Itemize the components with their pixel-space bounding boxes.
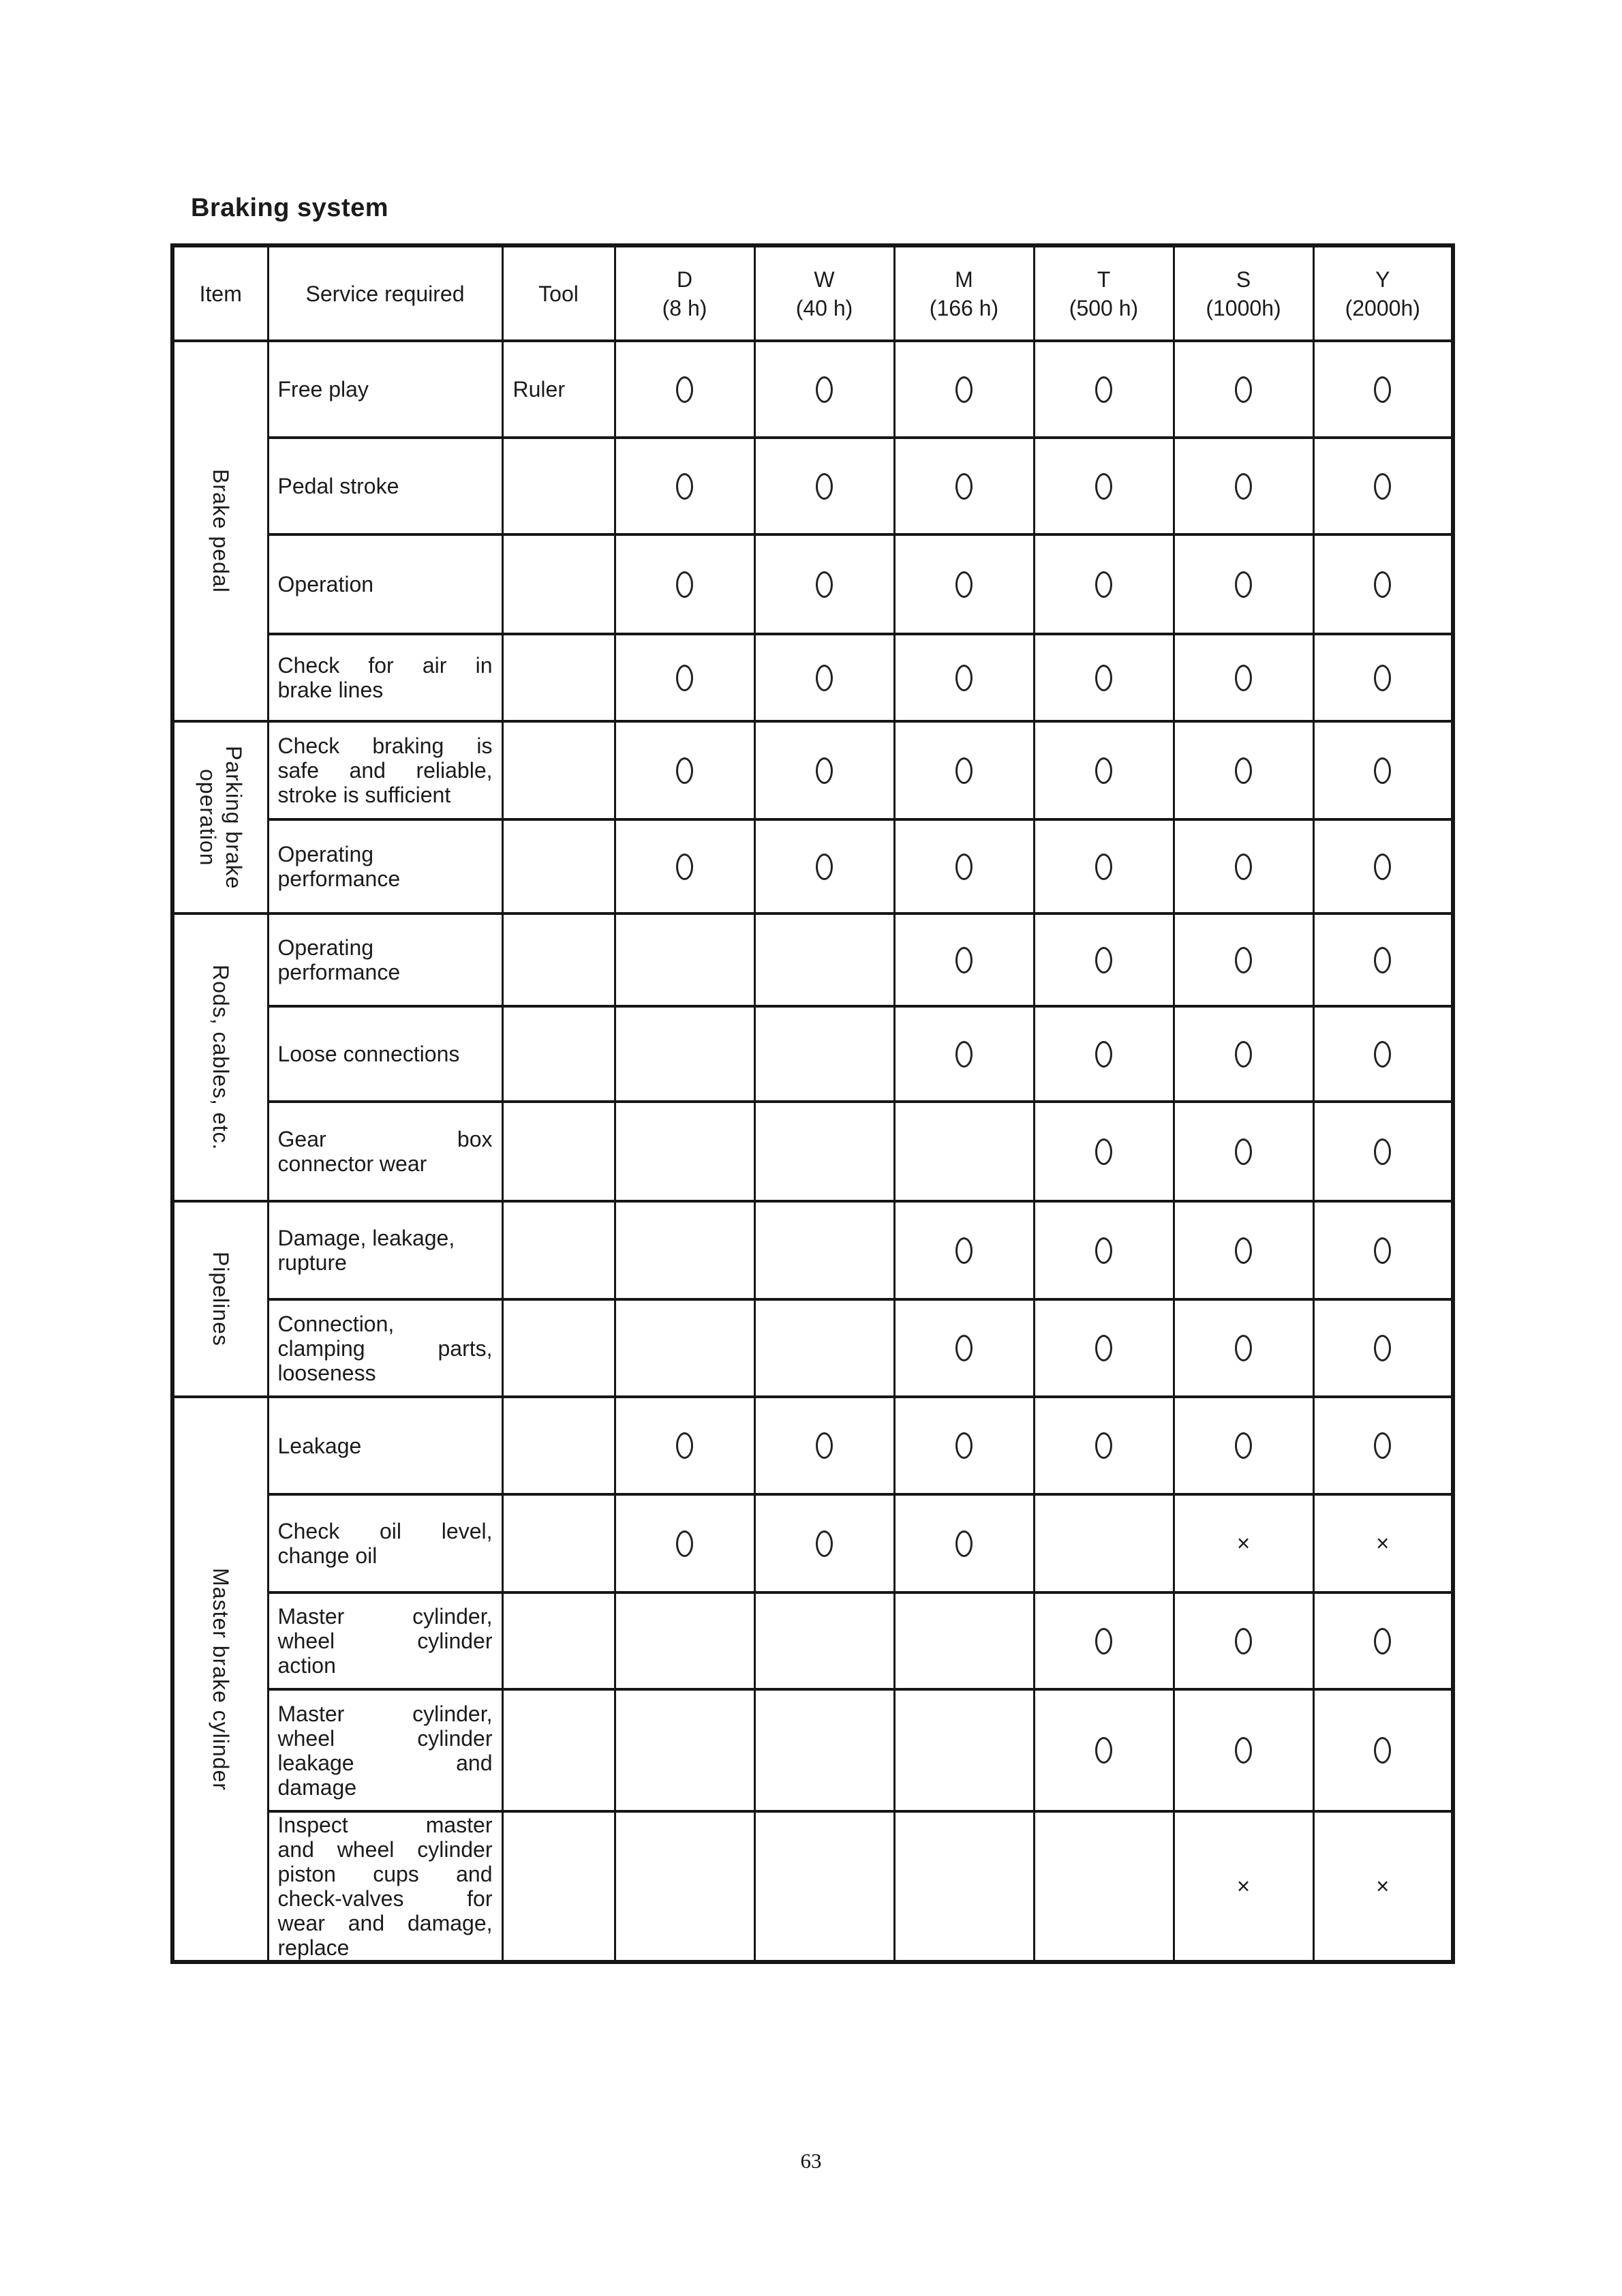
circle-mark-icon (676, 571, 693, 598)
mark-cell (615, 819, 754, 913)
period-code: D (676, 267, 693, 292)
circle-mark-icon (1374, 854, 1391, 880)
circle-mark-icon (1235, 1432, 1252, 1459)
service-text-line: Operation (277, 572, 374, 596)
mark-cell (894, 1592, 1034, 1689)
mark-cell (615, 534, 754, 634)
circle-mark-icon (955, 757, 973, 784)
mark-cell (1034, 913, 1174, 1006)
service-cell (268, 634, 502, 721)
mark-cell (1174, 1201, 1313, 1299)
mark-cell (894, 634, 1034, 721)
service-text-line: Loose connections (277, 1042, 460, 1066)
circle-mark-icon (955, 1432, 973, 1459)
service-text-line: Check braking is (277, 734, 493, 758)
tool-cell (502, 1299, 615, 1397)
circle-mark-icon (1235, 376, 1252, 403)
col-header-period-y (1313, 245, 1453, 341)
service-text-line: Free play (277, 377, 369, 402)
item-group-label: Pipelines (208, 1252, 233, 1346)
item-group-cell (172, 913, 268, 1201)
circle-mark-icon (1235, 1737, 1252, 1764)
circle-mark-icon (1095, 1041, 1112, 1068)
mark-cell (1313, 1006, 1453, 1102)
mark-cell (1313, 1201, 1453, 1299)
circle-mark-icon (1235, 1237, 1252, 1264)
mark-cell (1034, 1201, 1174, 1299)
x-mark-icon: × (1236, 1530, 1251, 1556)
mark-cell (1313, 1689, 1453, 1811)
circle-mark-icon (1374, 1237, 1391, 1264)
service-text-line: Master cylinder, (277, 1604, 493, 1629)
mark-cell (615, 1811, 754, 1962)
service-text-line: replace (277, 1935, 350, 1960)
service-text-line: Leakage (277, 1433, 362, 1458)
mark-cell (894, 1006, 1034, 1102)
tool-cell (502, 534, 615, 634)
circle-mark-icon (816, 376, 833, 403)
service-cell (268, 1397, 502, 1494)
period-code: S (1236, 267, 1251, 292)
service-text-line: check-valves for (277, 1886, 493, 1911)
table-row (172, 1201, 1453, 1299)
mark-cell (1313, 913, 1453, 1006)
mark-cell (1174, 1811, 1313, 1962)
item-group-cell (172, 1397, 268, 1962)
service-text-line: looseness (277, 1360, 376, 1385)
mark-cell (1034, 438, 1174, 534)
tool-cell (502, 341, 615, 438)
mark-cell (1174, 721, 1313, 819)
mark-cell (894, 913, 1034, 1006)
mark-cell (894, 1102, 1034, 1201)
circle-mark-icon (955, 473, 973, 500)
mark-cell (754, 1299, 894, 1397)
item-group-label: Rods, cables, etc. (208, 964, 233, 1151)
table-row (172, 534, 1453, 634)
mark-cell (1174, 819, 1313, 913)
mark-cell (1313, 534, 1453, 634)
item-group-cell (172, 1201, 268, 1397)
circle-mark-icon (1095, 376, 1112, 403)
circle-mark-icon (676, 854, 693, 880)
mark-cell (1034, 1689, 1174, 1811)
circle-mark-icon (955, 1041, 973, 1068)
col-header-period-w (754, 245, 894, 341)
circle-mark-icon (1095, 854, 1112, 880)
service-cell (268, 819, 502, 913)
circle-mark-icon (1235, 947, 1252, 973)
mark-cell (754, 721, 894, 819)
circle-mark-icon (955, 1530, 973, 1557)
mark-cell (1313, 634, 1453, 721)
service-cell (268, 913, 502, 1006)
service-text-line: wear and damage, (277, 1911, 493, 1935)
circle-mark-icon (1374, 376, 1391, 403)
table-row (172, 1494, 1453, 1592)
mark-cell (754, 819, 894, 913)
service-text-line: Operating (277, 935, 374, 960)
mark-cell (615, 1689, 754, 1811)
mark-cell (1174, 634, 1313, 721)
mark-cell (1313, 1494, 1453, 1592)
service-text-line: Pedal stroke (277, 474, 399, 498)
mark-cell (894, 1397, 1034, 1494)
col-header-tool: Tool (502, 245, 615, 341)
circle-mark-icon (955, 571, 973, 598)
mark-cell (754, 913, 894, 1006)
mark-cell (615, 1102, 754, 1201)
tool-cell (502, 1006, 615, 1102)
mark-cell (1034, 1102, 1174, 1201)
mark-cell (1313, 438, 1453, 534)
service-cell (268, 1201, 502, 1299)
mark-cell (1174, 1299, 1313, 1397)
period-code: W (814, 267, 835, 292)
service-text-line: Operating (277, 842, 374, 866)
circle-mark-icon (1095, 1335, 1112, 1361)
circle-mark-icon (1095, 1138, 1112, 1165)
mark-cell (1174, 1397, 1313, 1494)
mark-cell (615, 1397, 754, 1494)
mark-cell (1034, 1494, 1174, 1592)
circle-mark-icon (1235, 1628, 1252, 1655)
period-code: T (1097, 267, 1111, 292)
service-text-line: Master cylinder, (277, 1701, 493, 1726)
mark-cell (1174, 1592, 1313, 1689)
service-text-line: brake lines (277, 678, 384, 702)
tool-cell (502, 1397, 615, 1494)
period-hours: (500 h) (1069, 295, 1139, 320)
tool-cell (502, 1102, 615, 1201)
mark-cell (894, 1201, 1034, 1299)
circle-mark-icon (1374, 1041, 1391, 1068)
tool-cell (502, 721, 615, 819)
mark-cell (1174, 438, 1313, 534)
period-hours: (40 h) (795, 295, 853, 320)
tool-cell (502, 1592, 615, 1689)
x-mark-icon: × (1236, 1873, 1251, 1899)
mark-cell (894, 1494, 1034, 1592)
service-cell (268, 1006, 502, 1102)
circle-mark-icon (1235, 854, 1252, 880)
period-hours: (1000h) (1206, 295, 1281, 320)
circle-mark-icon (816, 1530, 833, 1557)
circle-mark-icon (816, 854, 833, 880)
circle-mark-icon (816, 1432, 833, 1459)
circle-mark-icon (1374, 757, 1391, 784)
period-hours: (8 h) (662, 295, 707, 320)
tool-cell (502, 819, 615, 913)
mark-cell (894, 1811, 1034, 1962)
service-cell (268, 1811, 502, 1962)
service-cell (268, 1299, 502, 1397)
table-row (172, 721, 1453, 819)
circle-mark-icon (1374, 571, 1391, 598)
item-group-label: Parking brake operation (195, 745, 246, 890)
mark-cell (1034, 534, 1174, 634)
circle-mark-icon (1374, 947, 1391, 973)
tool-label: Ruler (512, 376, 565, 402)
tool-cell (502, 913, 615, 1006)
circle-mark-icon (1095, 665, 1112, 691)
circle-mark-icon (1095, 1737, 1112, 1764)
service-text-line: wheel cylinder (277, 1629, 493, 1653)
circle-mark-icon (955, 1237, 973, 1264)
mark-cell (754, 1689, 894, 1811)
period-hours: (166 h) (929, 295, 999, 320)
circle-mark-icon (1235, 665, 1252, 691)
circle-mark-icon (816, 571, 833, 598)
service-cell (268, 341, 502, 438)
circle-mark-icon (676, 757, 693, 784)
mark-cell (1034, 819, 1174, 913)
circle-mark-icon (1374, 473, 1391, 500)
mark-cell (754, 1494, 894, 1592)
mark-cell (894, 438, 1034, 534)
mark-cell (1174, 341, 1313, 438)
service-text-line: and wheel cylinder (277, 1837, 493, 1862)
circle-mark-icon (955, 947, 973, 973)
service-cell (268, 1494, 502, 1592)
mark-cell (1313, 1397, 1453, 1494)
mark-cell (615, 341, 754, 438)
service-cell (268, 438, 502, 534)
page-title: Braking system (191, 194, 389, 222)
period-code: Y (1375, 267, 1390, 292)
mark-cell (615, 1592, 754, 1689)
table-row (172, 1811, 1453, 1962)
circle-mark-icon (816, 665, 833, 691)
circle-mark-icon (1235, 473, 1252, 500)
circle-mark-icon (955, 665, 973, 691)
service-text-line: action (277, 1653, 336, 1678)
circle-mark-icon (1235, 1335, 1252, 1361)
table-row (172, 913, 1453, 1006)
mark-cell (615, 913, 754, 1006)
mark-cell (894, 534, 1034, 634)
col-header-service: Service required (268, 245, 502, 341)
mark-cell (754, 534, 894, 634)
service-text-line: Gear box (277, 1127, 493, 1151)
mark-cell (1313, 1592, 1453, 1689)
mark-cell (1174, 1494, 1313, 1592)
table-row (172, 1299, 1453, 1397)
mark-cell (894, 341, 1034, 438)
circle-mark-icon (1374, 1335, 1391, 1361)
tool-cell (502, 1689, 615, 1811)
period-hours: (2000h) (1345, 295, 1420, 320)
service-text-line: performance (277, 960, 401, 984)
mark-cell (615, 1494, 754, 1592)
mark-cell (1174, 1006, 1313, 1102)
circle-mark-icon (1235, 1138, 1252, 1165)
mark-cell (754, 1006, 894, 1102)
table-row (172, 634, 1453, 721)
circle-mark-icon (1095, 947, 1112, 973)
tool-cell (502, 1494, 615, 1592)
mark-cell (1034, 634, 1174, 721)
service-text-line: Connection, (277, 1311, 395, 1336)
circle-mark-icon (1235, 1041, 1252, 1068)
table-row (172, 1592, 1453, 1689)
circle-mark-icon (1095, 473, 1112, 500)
item-group-cell (172, 721, 268, 913)
mark-cell (894, 1689, 1034, 1811)
mark-cell (615, 1299, 754, 1397)
table-row (172, 1397, 1453, 1494)
mark-cell (1313, 1299, 1453, 1397)
circle-mark-icon (676, 665, 693, 691)
mark-cell (1174, 913, 1313, 1006)
mark-cell (615, 1006, 754, 1102)
mark-cell (754, 341, 894, 438)
circle-mark-icon (1235, 757, 1252, 784)
tool-cell (502, 1811, 615, 1962)
tool-cell (502, 438, 615, 534)
header-row (172, 245, 1453, 341)
table-row (172, 341, 1453, 438)
mark-cell (1313, 1811, 1453, 1962)
service-text-line: performance (277, 866, 401, 891)
circle-mark-icon (1095, 1432, 1112, 1459)
maintenance-schedule-table (170, 243, 1455, 1964)
mark-cell (1034, 1811, 1174, 1962)
mark-cell (894, 1299, 1034, 1397)
mark-cell (1313, 341, 1453, 438)
mark-cell (1174, 534, 1313, 634)
mark-cell (754, 1397, 894, 1494)
item-group-label: Master brake cylinder (208, 1567, 233, 1791)
service-cell (268, 534, 502, 634)
circle-mark-icon (1095, 1237, 1112, 1264)
circle-mark-icon (676, 1530, 693, 1557)
col-header-period-m (894, 245, 1034, 341)
service-text-line: Check oil level, (277, 1519, 493, 1543)
tool-cell (502, 634, 615, 721)
item-group-label: Brake pedal (208, 469, 233, 593)
circle-mark-icon (955, 854, 973, 880)
circle-mark-icon (1374, 1737, 1391, 1764)
mark-cell (754, 634, 894, 721)
table-row (172, 438, 1453, 534)
circle-mark-icon (955, 376, 973, 403)
mark-cell (1313, 721, 1453, 819)
table-row (172, 1006, 1453, 1102)
mark-cell (1174, 1689, 1313, 1811)
col-header-period-t (1034, 245, 1174, 341)
mark-cell (1313, 1102, 1453, 1201)
circle-mark-icon (676, 1432, 693, 1459)
x-mark-icon: × (1376, 1873, 1390, 1899)
mark-cell (754, 1592, 894, 1689)
mark-cell (615, 634, 754, 721)
service-text-line: Inspect master (277, 1813, 493, 1837)
mark-cell (754, 1201, 894, 1299)
service-text-line: stroke is sufficient (277, 783, 451, 807)
tool-cell (502, 1201, 615, 1299)
circle-mark-icon (676, 473, 693, 500)
circle-mark-icon (1095, 571, 1112, 598)
circle-mark-icon (1235, 571, 1252, 598)
mark-cell (1034, 721, 1174, 819)
mark-cell (615, 438, 754, 534)
service-text-line: wheel cylinder (277, 1725, 493, 1751)
mark-cell (615, 1201, 754, 1299)
mark-cell (615, 721, 754, 819)
item-group-cell (172, 341, 268, 721)
mark-cell (754, 1102, 894, 1201)
circle-mark-icon (816, 473, 833, 500)
table-row (172, 1689, 1453, 1811)
mark-cell (754, 1811, 894, 1962)
service-text-line: connector wear (277, 1151, 427, 1176)
col-header-period-s (1174, 245, 1313, 341)
service-text-line: Damage, leakage, (277, 1226, 455, 1250)
mark-cell (1034, 1006, 1174, 1102)
table-row (172, 819, 1453, 913)
service-text-line: clamping parts, (277, 1335, 493, 1361)
circle-mark-icon (816, 757, 833, 784)
mark-cell (1034, 1397, 1174, 1494)
mark-cell (1034, 341, 1174, 438)
mark-cell (1174, 1102, 1313, 1201)
x-mark-icon: × (1376, 1530, 1390, 1556)
service-text-line: damage (277, 1774, 357, 1800)
circle-mark-icon (955, 1335, 973, 1361)
mark-cell (894, 819, 1034, 913)
service-text-line: safe and reliable, (277, 758, 493, 783)
mark-cell (894, 721, 1034, 819)
circle-mark-icon (1374, 665, 1391, 691)
service-cell (268, 721, 502, 819)
circle-mark-icon (1095, 1628, 1112, 1655)
circle-mark-icon (676, 376, 693, 403)
table-row (172, 1102, 1453, 1201)
service-text-line: piston cups and (277, 1862, 493, 1886)
circle-mark-icon (1374, 1138, 1391, 1165)
service-text-line: Check for air in (277, 653, 493, 678)
service-cell (268, 1592, 502, 1689)
col-header-item: Item (172, 245, 268, 341)
circle-mark-icon (1374, 1432, 1391, 1459)
col-header-period-d (615, 245, 754, 341)
service-text-line: rupture (277, 1250, 347, 1275)
circle-mark-icon (1095, 757, 1112, 784)
service-text-line: leakage and (277, 1750, 493, 1775)
circle-mark-icon (1374, 1628, 1391, 1655)
mark-cell (1034, 1299, 1174, 1397)
mark-cell (1313, 819, 1453, 913)
service-text-line: change oil (277, 1543, 378, 1568)
mark-cell (1034, 1592, 1174, 1689)
page-number: 63 (800, 2149, 822, 2173)
service-cell (268, 1689, 502, 1811)
service-cell (268, 1102, 502, 1201)
period-code: M (955, 267, 973, 292)
mark-cell (754, 438, 894, 534)
